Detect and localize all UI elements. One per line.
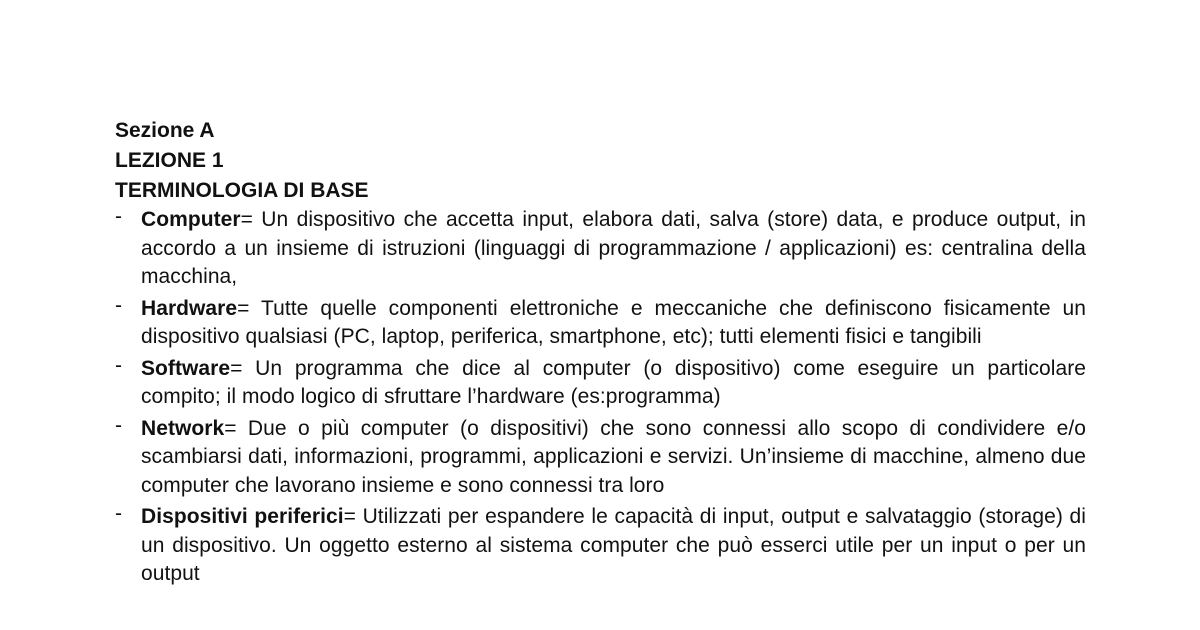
term-name: Computer — [141, 208, 241, 231]
term-definition: Tutte quelle componenti elettroniche e meccaniche che definiscono fisicamente un dispositivo qualsiasi (PC, laptop, periferica, smartphone, etc); tutti elementi fisici e tangibili — [141, 296, 1086, 348]
section-label: Sezione A — [115, 119, 215, 142]
term-name: Software — [141, 356, 231, 380]
term-separator: = — [240, 208, 253, 231]
document-content — [115, 116, 1086, 592]
term-definition: Utilizzati per espandere le capacità di input, output e salvataggio (storage) di un dispositivo. Un oggetto esterno al sistema computer che può esserci utile per un input o per un output — [141, 505, 1086, 585]
term-separator: = — [343, 505, 356, 528]
bullet-dash: - — [115, 413, 123, 437]
term-separator: = — [224, 416, 237, 440]
term-definition: Due o più computer (o dispositivi) che sono connessi allo scopo di condividere e/o scambiarsi dati, informazioni, programmi, applicazioni e servizi. Un’insieme di macchine, almeno due computer che lavorano insieme e sono connessi tra loro — [141, 416, 1086, 497]
bullet-dash: - — [115, 205, 123, 228]
list-item-dispositivi-periferici — [115, 503, 1086, 589]
list-item-software — [115, 355, 1086, 412]
list-item-computer — [115, 206, 1086, 292]
term-name: Network — [141, 416, 225, 440]
bullet-dash: - — [115, 353, 123, 377]
topic-title: TERMINOLOGIA DI BASE — [115, 179, 369, 202]
list-item-network — [115, 415, 1086, 501]
term-definition: Un dispositivo che accetta input, elabora dati, salva (store) data, e produce output, in accordo a un insieme di istruzioni (linguaggi di programmazione / applicazioni) es: centralina della macchina, — [141, 208, 1086, 288]
term-separator: = — [237, 296, 250, 320]
terms-list — [115, 206, 1086, 589]
term-definition: Un programma che dice al computer (o dispositivo) come eseguire un particolare compito; il modo logico di sfruttare l’hardware (es:programma) — [141, 356, 1086, 408]
term-separator: = — [230, 356, 243, 380]
term-name: Hardware — [141, 296, 238, 320]
bullet-dash: - — [115, 293, 123, 317]
list-item-hardware — [115, 295, 1086, 352]
term-name: Dispositivi periferici — [141, 505, 344, 528]
bullet-dash: - — [115, 502, 123, 525]
lesson-label: LEZIONE 1 — [115, 149, 224, 172]
